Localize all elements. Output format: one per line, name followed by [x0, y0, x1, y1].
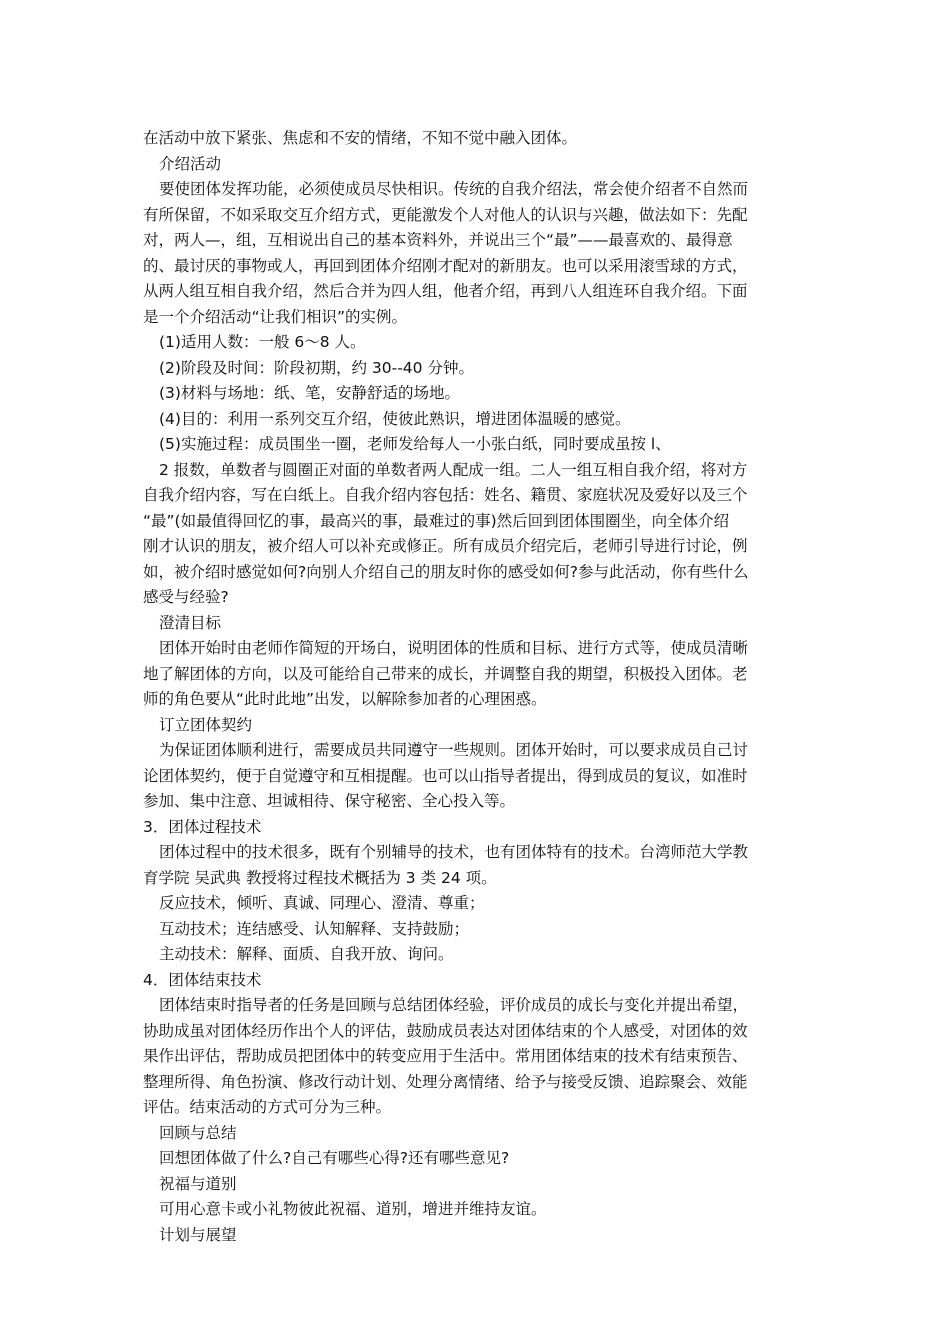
text-line: 可用心意卡或小礼物彼此祝福、道别，增进并维持友谊。 [159, 1200, 547, 1218]
text-line: 回顾与总结 [159, 1123, 237, 1142]
text-line: 师的角色要从“此时此地”出发，以解除参加者的心理困惑。 [143, 690, 547, 708]
text-line: 如，被介绍时感觉如何?向别人介绍自己的朋友时你的感受如何?参与此活动，你有些什么 [143, 562, 749, 581]
text-line: (1)适用人数：一般 6～8 人。 [159, 333, 366, 351]
text-line: 回想团体做了什么?自己有哪些心得?还有哪些意见? [159, 1149, 510, 1167]
text-line: 是一个介绍活动“让我们相识”的实例。 [143, 307, 408, 326]
text-line: 4．团体结束技术 [143, 970, 262, 989]
text-line: 3．团体过程技术 [143, 817, 262, 836]
text-line: 协助成虽对团体经历作出个人的评估，鼓励成员表达对团体结束的个人感受，对团体的效 [143, 1021, 748, 1040]
text-line: 刚才认识的朋友，被介绍人可以补充或修正。所有成员介绍完后，老师引导进行讨论，例 [143, 537, 748, 555]
text-line: 祝福与道别 [159, 1174, 237, 1193]
text-line: 论团体契约，便于自觉遵守和互相提醒。也可以山指导者提出，得到成员的复议，如准时 [143, 766, 748, 785]
text-line: 的、最讨厌的事物或人，再回到团体介绍刚才配对的新朋友。也可以采用滚雪球的方式， [143, 256, 748, 275]
text-line: 整理所得、角色扮演、修改行动计划、处理分离情绪、给予与接受反馈、追踪聚会、效能 [143, 1072, 748, 1091]
text-line: 从两人组互相自我介绍，然后合并为四人组，他者介绍，再到八人组连环自我介绍。下面 [143, 282, 748, 300]
text-line: 团体结束时指导者的任务是回顾与总结团体经验，评价成员的成长与变化并提出希望， [159, 996, 749, 1014]
text-line: (4)目的：利用一系列交互介绍，使彼此熟识，增进团体温暖的感觉。 [159, 409, 631, 428]
text-line: (3)材料与场地：纸、笔，安静舒适的场地。 [159, 384, 460, 402]
text-line: 团体过程中的技术很多，既有个别辅导的技术，也有团体特有的技术。台湾师范大学教 [159, 843, 749, 861]
text-line: 计划与展望 [159, 1225, 237, 1244]
text-line: 有所保留，不如采取交互介绍方式，更能激发个人对他人的认识与兴趣，做法如下：先配 [143, 205, 748, 224]
text-line: 评估。结束活动的方式可分为三种。 [143, 1098, 392, 1116]
text-line: 介绍活动 [159, 154, 222, 173]
document-body [143, 126, 809, 1248]
text-line: 果作出评估，帮助成员把团体中的转变应用于生活中。常用团体结束的技术有结束预告、 [143, 1047, 748, 1065]
text-line: “最”(如最值得回忆的事，最高兴的事，最难过的事)然后回到团体围圈坐，向全体介绍 [143, 511, 730, 530]
text-line: 要使团体发挥功能，必须使成员尽快相识。传统的自我介绍法，常会使介绍者不自然而 [159, 180, 749, 198]
text-line: 自我介绍内容，写在白纸上。自我介绍内容包括：姓名、籍贯、家庭状况及爱好以及三个 [143, 486, 748, 504]
text-line: 订立团体契约 [159, 715, 253, 734]
text-line: (2)阶段及时间：阶段初期，约 30--40 分钟。 [159, 358, 474, 377]
text-line: 为保证团体顺利进行，需要成员共同遵守一些规则。团体开始时，可以要求成员自己讨 [159, 741, 749, 759]
text-line: 在活动中放下紧张、焦虑和不安的情绪，不知不觉中融入团体。 [143, 129, 578, 147]
text-line: 团体开始时由老师作简短的开场白，说明团体的性质和目标、进行方式等，使成员清晰 [159, 639, 749, 657]
text-line: 地了解团体的方向，以及可能给自己带来的成长，并调整自我的期望，积极投入团体。老 [143, 664, 748, 683]
text-line: 育学院 吴武典 教授将过程技术概括为 3 类 24 项。 [143, 868, 497, 887]
text-line: 感受与经验? [143, 588, 229, 606]
text-line: 参加、集中注意、坦诚相待、保守秘密、全心投入等。 [143, 792, 516, 810]
text-line: 主动技术：解释、面质、自我开放、询问。 [159, 945, 454, 963]
text-line: (5)实施过程：成员围坐一圈，老师发给每人一小张白纸，同时要成虽按 l、 [159, 435, 671, 453]
text-line: 澄清目标 [159, 613, 222, 632]
text-line: 2 报数，单数者与圆圈正对面的单数者两人配成一组。二人一组互相自我介绍，将对方 [159, 460, 748, 479]
text-line: 反应技术，倾听、真诚、同理心、澄清、尊重； [159, 894, 485, 912]
text-line: 对，两人—，组，互相说出自己的基本资料外，并说出三个“最”——最喜欢的、最得意 [143, 231, 733, 249]
text-line: 互动技术；连结感受、认知解释、支持鼓励； [159, 919, 470, 938]
